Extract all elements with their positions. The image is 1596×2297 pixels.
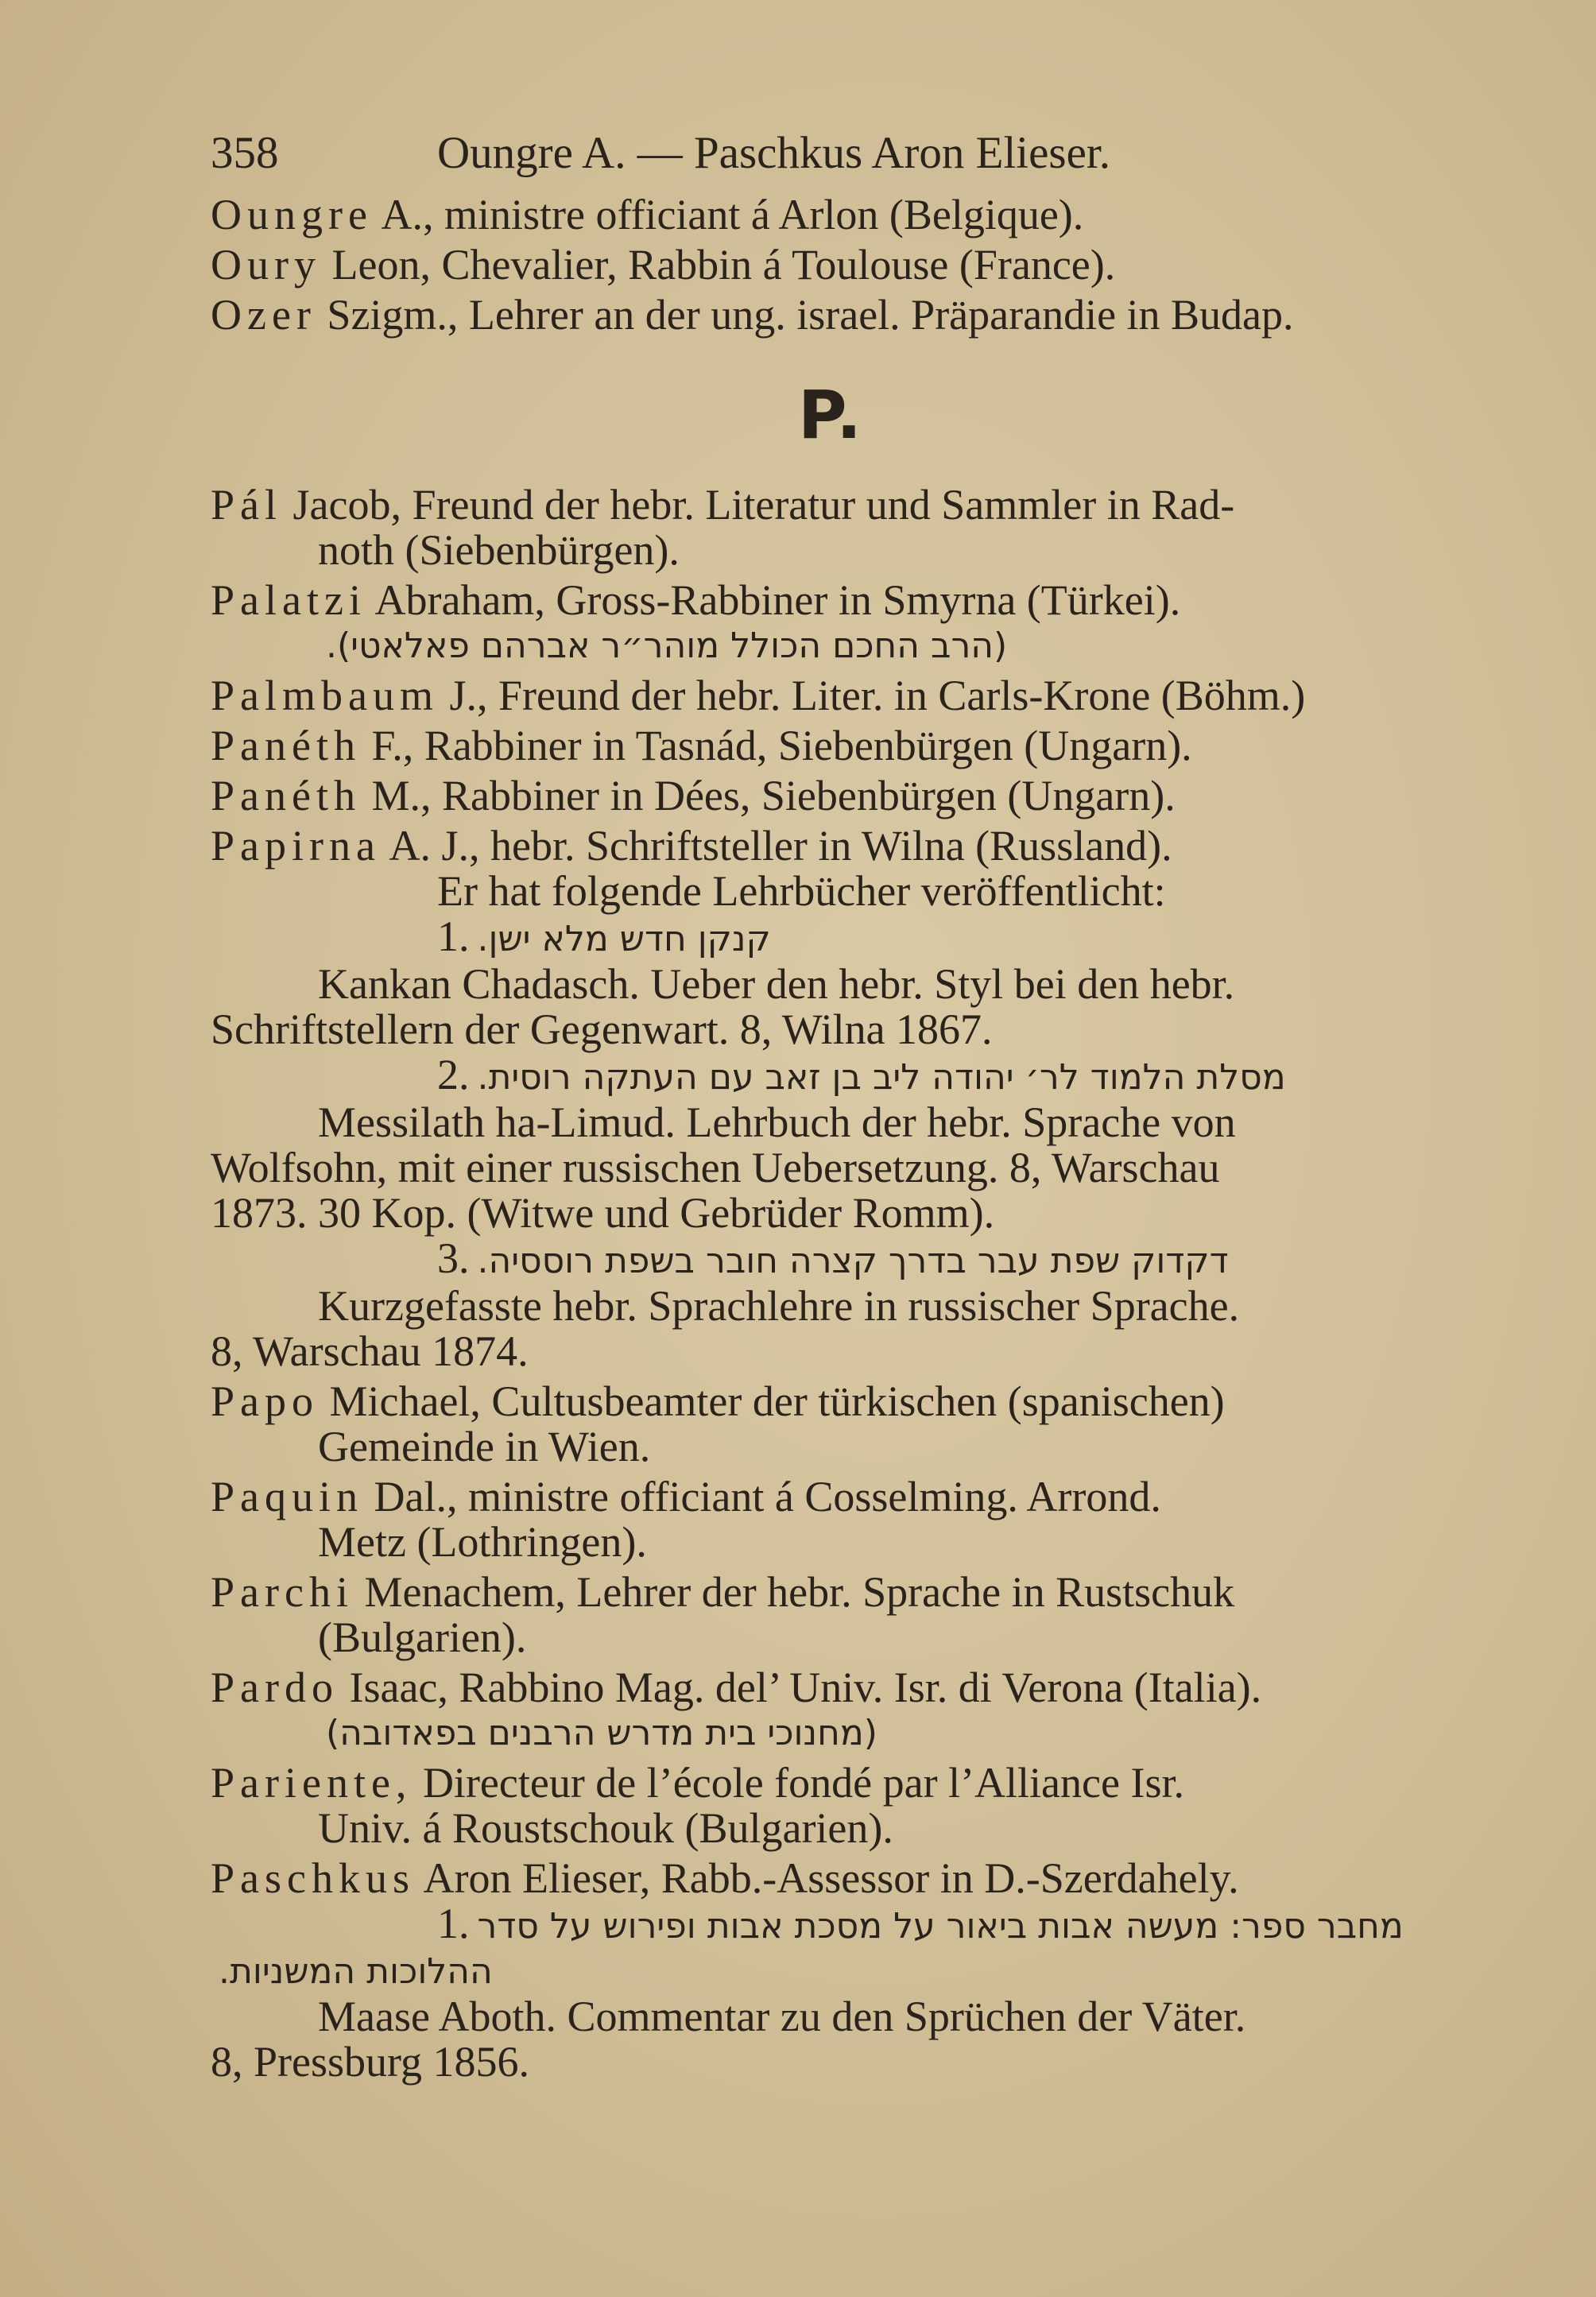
entry-pariente: Pariente, Directeur de l’école fondé par l’Alliance Isr. Univ. á Roustschouk (Bulgarien). bbox=[211, 1759, 1184, 1852]
entry-name: Palatzi bbox=[211, 576, 366, 624]
book-item: 3. דקדוק שפת עבר בדרך קצרה חובר בשפת רוססיה. bbox=[437, 1234, 1229, 1282]
entry-name: Papo bbox=[211, 1377, 319, 1425]
hebrew-title: דקדוק שפת עבר בדרך קצרה חובר בשפת רוססיה. bbox=[477, 1241, 1229, 1281]
entry-oungre bbox=[211, 192, 1451, 238]
entry-pal: Pál Jacob, Freund der hebr. Literatur und Sammler in Rad- noth (Siebenbürgen). bbox=[211, 481, 1235, 574]
entry-paquin: Paquin Dal., ministre officiant á Cosselming. Arrond. Metz (Lothringen). bbox=[211, 1473, 1161, 1566]
entry-paneth-m: Panéth M., Rabbiner in Dées, Siebenbürgen (Ungarn). bbox=[211, 772, 1176, 819]
hebrew-title: (מחנוכי בית מדרש הרבנים בפאדובה) bbox=[326, 1713, 877, 1753]
entry-name: Ozer bbox=[211, 291, 316, 339]
entry-papirna: Papirna A. J., hebr. Schriftsteller in Wilna (Russland). Er hat folgende Lehrbücher veröffentlicht: 1. קנקן חדש מלא ישן. Kankan Chadasch. Ueber den hebr. Styl bei den hebr. Schriftstellern der Gegenwart. 8, Wilna 1867. 2. מסלת הלמוד לר׳ יהודה ליב בן זאב עם העתקה רוסית. Messilath ha-Limud. Lehrbuch der hebr. Sprache von Wolfsohn, mit einer russischen Uebersetzung. 8, Warschau 1873. 30 Kop. (Witwe und Gebrüder Romm). 3. דקדוק שפת עבר בדרך קצרה חובר בשפת רוססיה. Kurzgefasste hebr. Sprachlehre in russischer Sprache. 8, Warschau 1874. bbox=[211, 823, 1451, 1374]
entry-palmbaum: Palmbaum J., Freund der hebr. Liter. in Carls-Krone (Böhm.) bbox=[211, 672, 1306, 719]
entry-oury bbox=[211, 242, 1451, 288]
hebrew-title: (הרב החכם הכולל מוהר״ר אברהם פאלאטי). bbox=[326, 626, 1008, 666]
entry-paschkus: Paschkus Aron Elieser, Rabb.-Assessor in D.-Szerdahely. 1. מחבר ספר: מעשה אבות ביאור על מסכת אבות ופירוש על סדר ההלוכות המשניות. Maase Aboth. Commentar zu den Sprüchen der Väter. 8, Pressburg 1856. bbox=[211, 1856, 1451, 2085]
entry-pardo: Pardo Isaac, Rabbino Mag. del’ Univ. Isr. di Verona (Italia). (מחנוכי בית מדרש הרבנים בפאדובה) bbox=[211, 1665, 1451, 1756]
book-item: 2. מסלת הלמוד לר׳ יהודה ליב בן זאב עם העתקה רוסית. bbox=[437, 1051, 1286, 1098]
running-head: Oungre A. — Paschkus Aron Elieser. bbox=[437, 128, 1110, 178]
page-header bbox=[211, 127, 1451, 192]
entry-name: Paquin bbox=[211, 1473, 364, 1520]
entry-name: Pardo bbox=[211, 1664, 339, 1711]
hebrew-title: ההלוכות המשניות. bbox=[219, 1951, 493, 1992]
entry-papo: Papo Michael, Cultusbeamter der türkischen (spanischen) Gemeinde in Wien. bbox=[211, 1377, 1225, 1470]
entry-name: Parchi bbox=[211, 1568, 354, 1616]
entry-name: Paschkus bbox=[211, 1854, 415, 1902]
hebrew-title: קנקן חדש מלא ישן. bbox=[477, 919, 771, 959]
entry-name: Oury bbox=[211, 241, 321, 289]
entry-text: Szigm., Lehrer an der ung. israel. Präparandie in Budap. bbox=[316, 291, 1294, 339]
entry-name: Panéth bbox=[211, 772, 361, 819]
entry-ozer bbox=[211, 292, 1451, 338]
entry-text: Leon, Chevalier, Rabbin á Toulouse (France). bbox=[320, 241, 1116, 289]
hebrew-title: מסלת הלמוד לר׳ יהודה ליב בן זאב עם העתקה רוסית. bbox=[477, 1057, 1286, 1098]
entry-text: A., ministre officiant á Arlon (Belgique). bbox=[372, 191, 1084, 238]
entry-name: Pál bbox=[211, 481, 283, 529]
entry-name: Oungre bbox=[211, 191, 373, 238]
page-number: 358 bbox=[211, 128, 279, 178]
entry-name: Palmbaum bbox=[211, 672, 439, 719]
book-item: 1. קנקן חדש מלא ישן. bbox=[437, 912, 771, 960]
entry-parchi: Parchi Menachem, Lehrer der hebr. Sprache in Rustschuk (Bulgarien). bbox=[211, 1568, 1235, 1661]
document-page bbox=[211, 127, 1451, 2090]
entry-name: Papirna bbox=[211, 822, 381, 870]
entry-palatzi: Palatzi Abraham, Gross-Rabbiner in Smyrna (Türkei). (הרב החכם הכולל מוהר״ר אברהם פאלאטי). bbox=[211, 578, 1451, 668]
section-letter: P. bbox=[797, 376, 864, 454]
entry-name: Pariente, bbox=[211, 1759, 413, 1807]
book-item: 1. מחבר ספר: מעשה אבות ביאור על מסכת אבות ופירוש על סדר bbox=[437, 1900, 1404, 1947]
entry-paneth-f: Panéth F., Rabbiner in Tasnád, Siebenbürgen (Ungarn). bbox=[211, 722, 1192, 769]
hebrew-title: מחבר ספר: מעשה אבות ביאור על מסכת אבות ופירוש על סדר bbox=[477, 1906, 1404, 1946]
entry-name: Panéth bbox=[211, 722, 361, 769]
